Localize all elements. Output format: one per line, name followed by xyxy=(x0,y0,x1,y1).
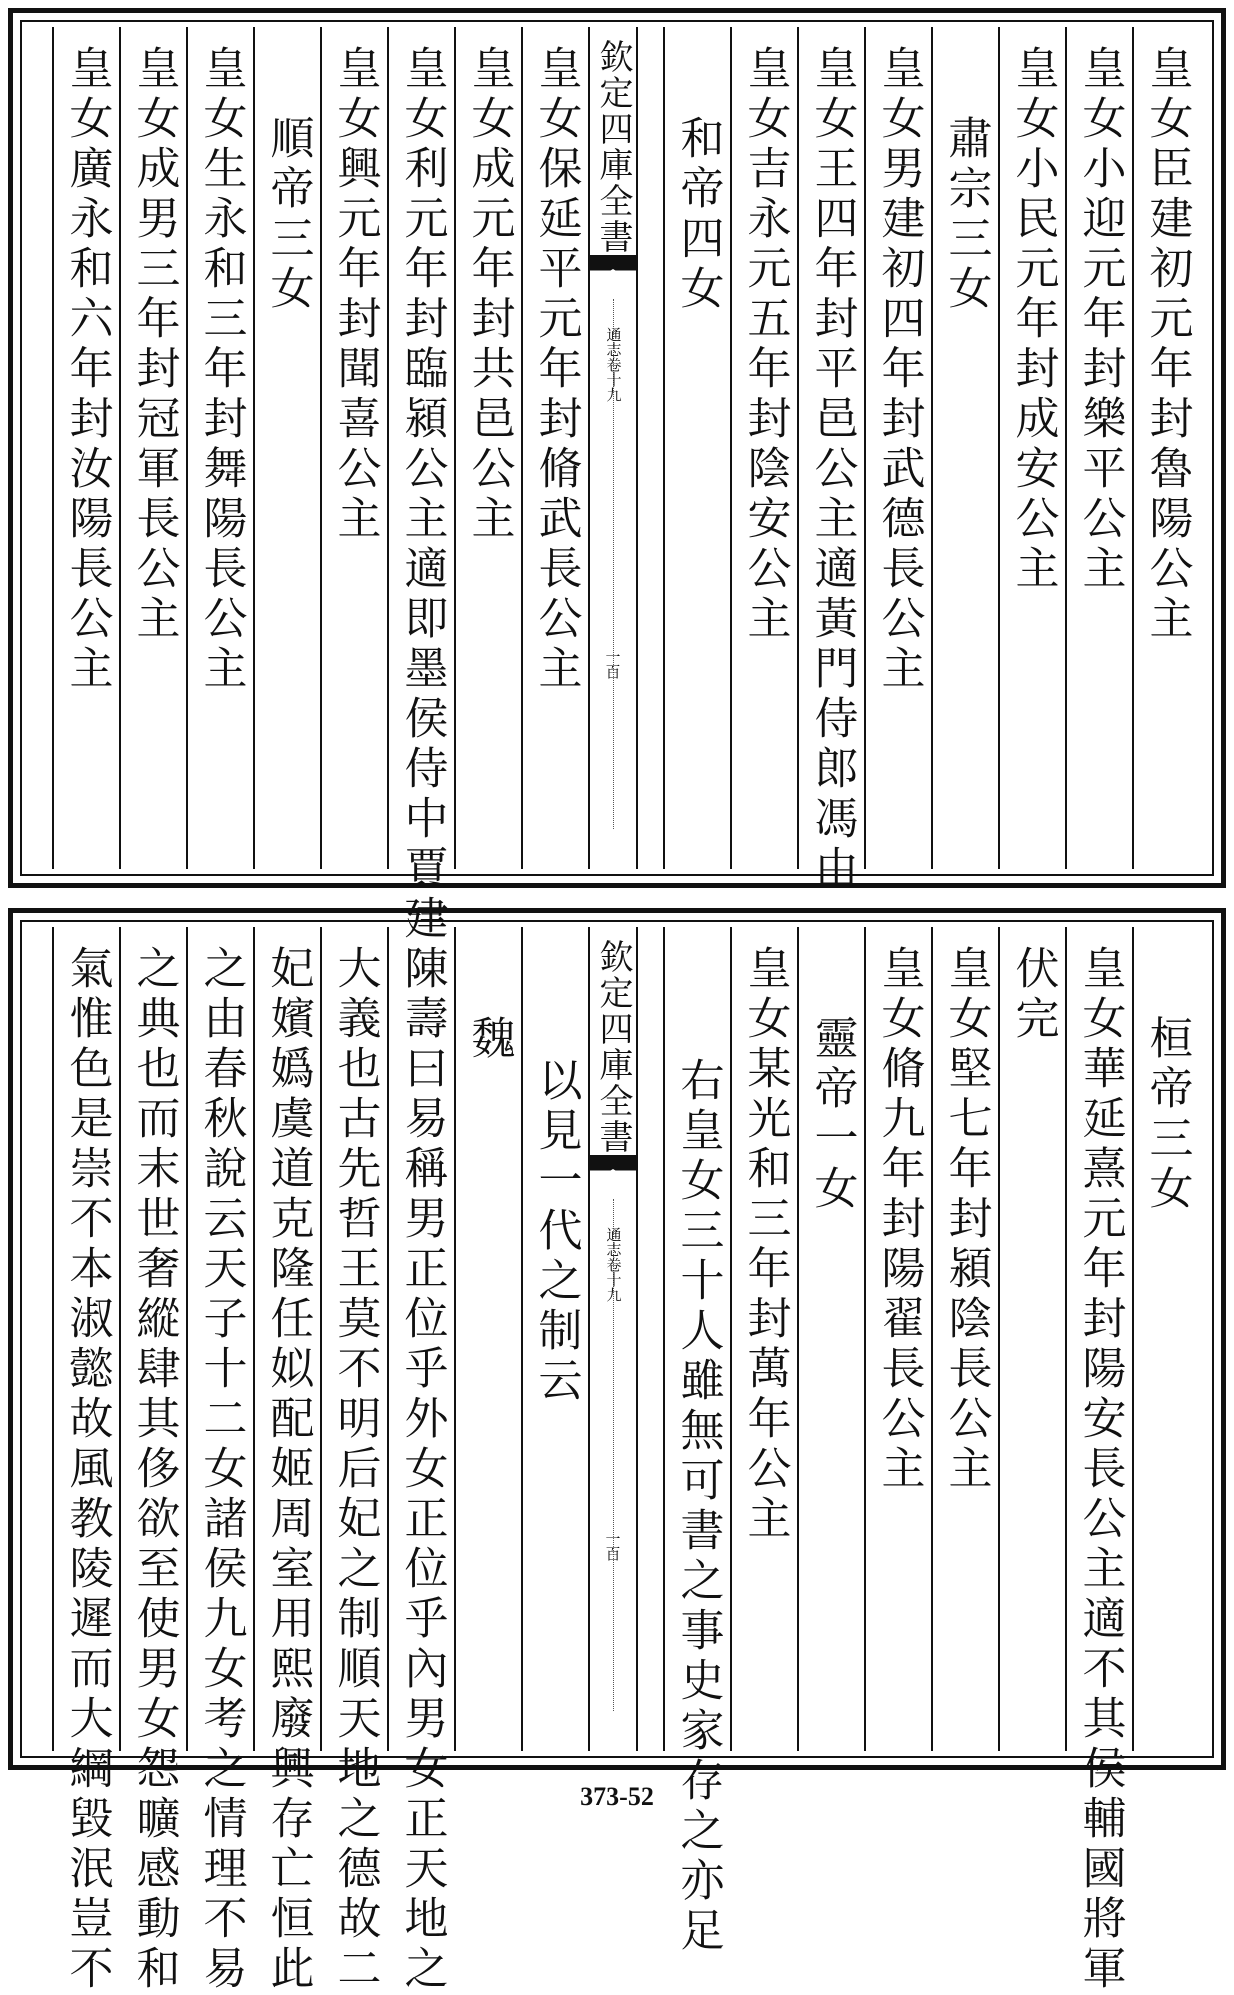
column-text: 皇女小民元年封成安公主 xyxy=(1007,45,1059,595)
top-page xyxy=(8,8,1226,945)
column-text: 之典也而末世奢縱肆其侈欲至使男女怨曠感動和 xyxy=(128,945,180,1995)
text-column xyxy=(387,27,454,945)
column-text: 和帝四女 xyxy=(672,115,724,315)
column-text: 皇女男建初四年封武德長公主 xyxy=(873,45,925,695)
spine-page-number: 一百 xyxy=(603,1531,622,1561)
column-text: 順帝三女 xyxy=(262,115,314,315)
column-text: 皇女堅七年封潁陰長公主 xyxy=(940,945,992,1495)
column-text: 魏 xyxy=(463,1015,515,1065)
text-column xyxy=(998,927,1065,1751)
fishtail-mark xyxy=(590,255,636,283)
text-column xyxy=(797,27,864,895)
column-text: 皇女臣建初元年封魯陽公主 xyxy=(1141,45,1193,645)
column-text: 大義也古先哲王莫不明后妃之制順天地之德故二 xyxy=(329,945,381,1995)
text-column xyxy=(998,27,1065,869)
page-footer-number: 373-52 xyxy=(580,1782,654,1811)
text-column xyxy=(387,927,454,1995)
text-column xyxy=(797,927,864,1751)
column-text: 皇女成男三年封冠軍長公主 xyxy=(128,45,180,645)
text-column xyxy=(663,27,730,869)
text-column xyxy=(253,27,320,869)
text-column xyxy=(864,27,931,869)
center-spine xyxy=(588,927,638,1751)
column-text: 皇女脩九年封陽翟長公主 xyxy=(873,945,925,1495)
text-column xyxy=(454,927,521,1751)
column-text: 右皇女三十人雖無可書之事史家存之亦足 xyxy=(672,1057,724,1957)
text-column xyxy=(521,927,588,1751)
fishtail-mark xyxy=(590,1155,636,1183)
center-spine xyxy=(588,27,638,869)
text-column xyxy=(119,27,186,869)
text-column xyxy=(1065,27,1132,869)
text-column xyxy=(119,927,186,1995)
text-column xyxy=(1132,927,1199,1751)
spine-volume: 通志卷十九 xyxy=(604,1227,623,1302)
text-column xyxy=(454,27,521,869)
column-text: 皇女利元年封臨潁公主適即墨侯侍中賈建 xyxy=(396,45,448,945)
column-text: 皇女吉永元五年封陰安公主 xyxy=(739,45,791,645)
text-column xyxy=(663,927,730,1957)
text-column xyxy=(931,927,998,1751)
column-text: 皇女某光和三年封萬年公主 xyxy=(739,945,791,1545)
text-column xyxy=(320,927,387,1995)
column-text: 伏完 xyxy=(1007,945,1059,1045)
column-text: 肅宗三女 xyxy=(940,115,992,315)
column-text: 皇女王四年封平邑公主適黃門侍郎馮由 xyxy=(806,45,858,895)
column-text: 皇女保延平元年封脩武長公主 xyxy=(530,45,582,695)
text-column xyxy=(253,927,320,1995)
spine-page-number: 一百 xyxy=(603,649,622,679)
text-column xyxy=(730,27,797,869)
column-text: 皇女小迎元年封樂平公主 xyxy=(1074,45,1126,595)
column-text: 皇女華延熹元年封陽安長公主適不其侯輔國將軍 xyxy=(1074,945,1126,1995)
text-column xyxy=(186,927,253,1995)
column-text: 桓帝三女 xyxy=(1141,1015,1193,1215)
text-column xyxy=(521,27,588,869)
column-text: 皇女成元年封共邑公主 xyxy=(463,45,515,545)
column-text: 皇女廣永和六年封汝陽長公主 xyxy=(61,45,113,695)
column-text: 氣惟色是崇不本淑懿故風教陵遲而大綱毀泯豈不 xyxy=(61,945,113,1995)
text-column xyxy=(1132,27,1199,869)
text-column xyxy=(186,27,253,869)
text-column xyxy=(864,927,931,1751)
text-column xyxy=(320,27,387,869)
text-column xyxy=(52,27,119,869)
column-text: 之由春秋說云天子十二女諸侯九女考之情理不易 xyxy=(195,945,247,1995)
spine-volume: 通志卷十九 xyxy=(604,327,623,402)
text-column xyxy=(931,27,998,869)
column-text: 皇女興元年封聞喜公主 xyxy=(329,45,381,545)
text-column xyxy=(52,927,119,1995)
column-text: 皇女生永和三年封舞陽長公主 xyxy=(195,45,247,695)
column-text: 陳壽曰易稱男正位乎外女正位乎內男女正天地之 xyxy=(396,945,448,1995)
column-text: 以見一代之制云 xyxy=(530,1057,582,1407)
spine-title: 欽定四庫全書 xyxy=(593,39,633,255)
column-text: 靈帝一女 xyxy=(806,1015,858,1215)
text-column xyxy=(1065,927,1132,1995)
spine-title: 欽定四庫全書 xyxy=(593,939,633,1155)
text-column xyxy=(730,927,797,1751)
column-text: 妃嬪嬀虞道克隆任姒配姬周室用熙廢興存亡恒此 xyxy=(262,945,314,1995)
